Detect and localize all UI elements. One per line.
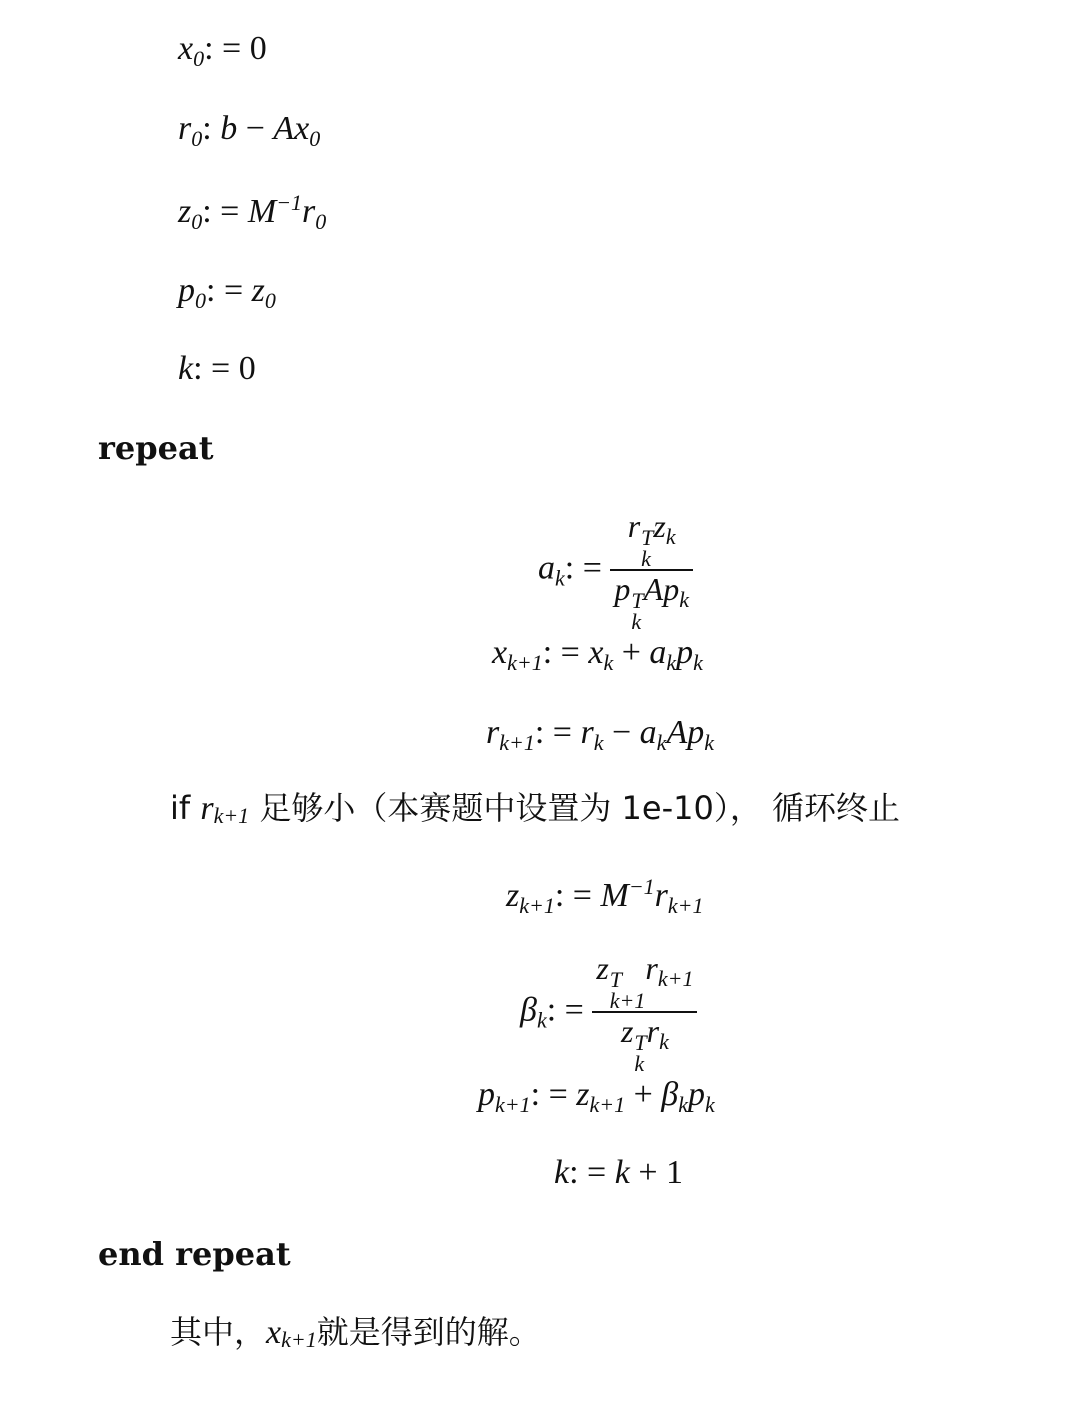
init-x0: $x_0$: = 0	[178, 30, 267, 72]
p-update-equation: $p_{k+1}$: = $z_{k+1} + \beta_kp_k$	[478, 1076, 715, 1118]
beta-fraction	[592, 950, 697, 1075]
init-p0: $p_0$: = $z_0$	[178, 272, 276, 314]
solution-note: 其中，$x_{k+1}$就是得到的解。	[170, 1313, 541, 1353]
beta-equation: $\beta_k$: = z T k+1 $r_{k+1}$ z T k $r_k$	[520, 950, 697, 1075]
end-repeat-keyword: end repeat	[98, 1235, 291, 1273]
r-update-equation: $r_{k+1}$: = $r_k - a_kAp_k$	[486, 714, 714, 756]
x-update-equation: $x_{k+1}$: = $x_k + a_kp_k$	[492, 634, 703, 676]
alpha-fraction	[610, 508, 693, 633]
repeat-keyword: repeat	[98, 429, 214, 467]
alpha-denominator: p T k $Ap_k$	[614, 571, 689, 635]
k-update-equation: k: = k + 1	[554, 1154, 683, 1191]
termination-condition: if $r_{k+1}$ 足够小（本赛题中设置为 1e-10）， 循环终止	[170, 789, 901, 829]
beta-numerator: z T k+1 $r_{k+1}$	[596, 950, 694, 1013]
init-z0: $z_0$: = $M^{-1}r_0$	[178, 190, 327, 235]
init-k: k: = 0	[178, 350, 256, 387]
beta-denominator: z T k $r_k$	[620, 1013, 669, 1077]
init-r0: $r_0$: $b - Ax_0$	[178, 110, 321, 152]
alpha-numerator: r T k $z_k$	[627, 508, 676, 571]
alpha-equation: $a_k$: = r T k $z_k$ p T k $Ap_k$	[538, 508, 693, 633]
z-update-equation: $z_{k+1}$: = $M^{-1}r_{k+1}$	[506, 874, 704, 919]
